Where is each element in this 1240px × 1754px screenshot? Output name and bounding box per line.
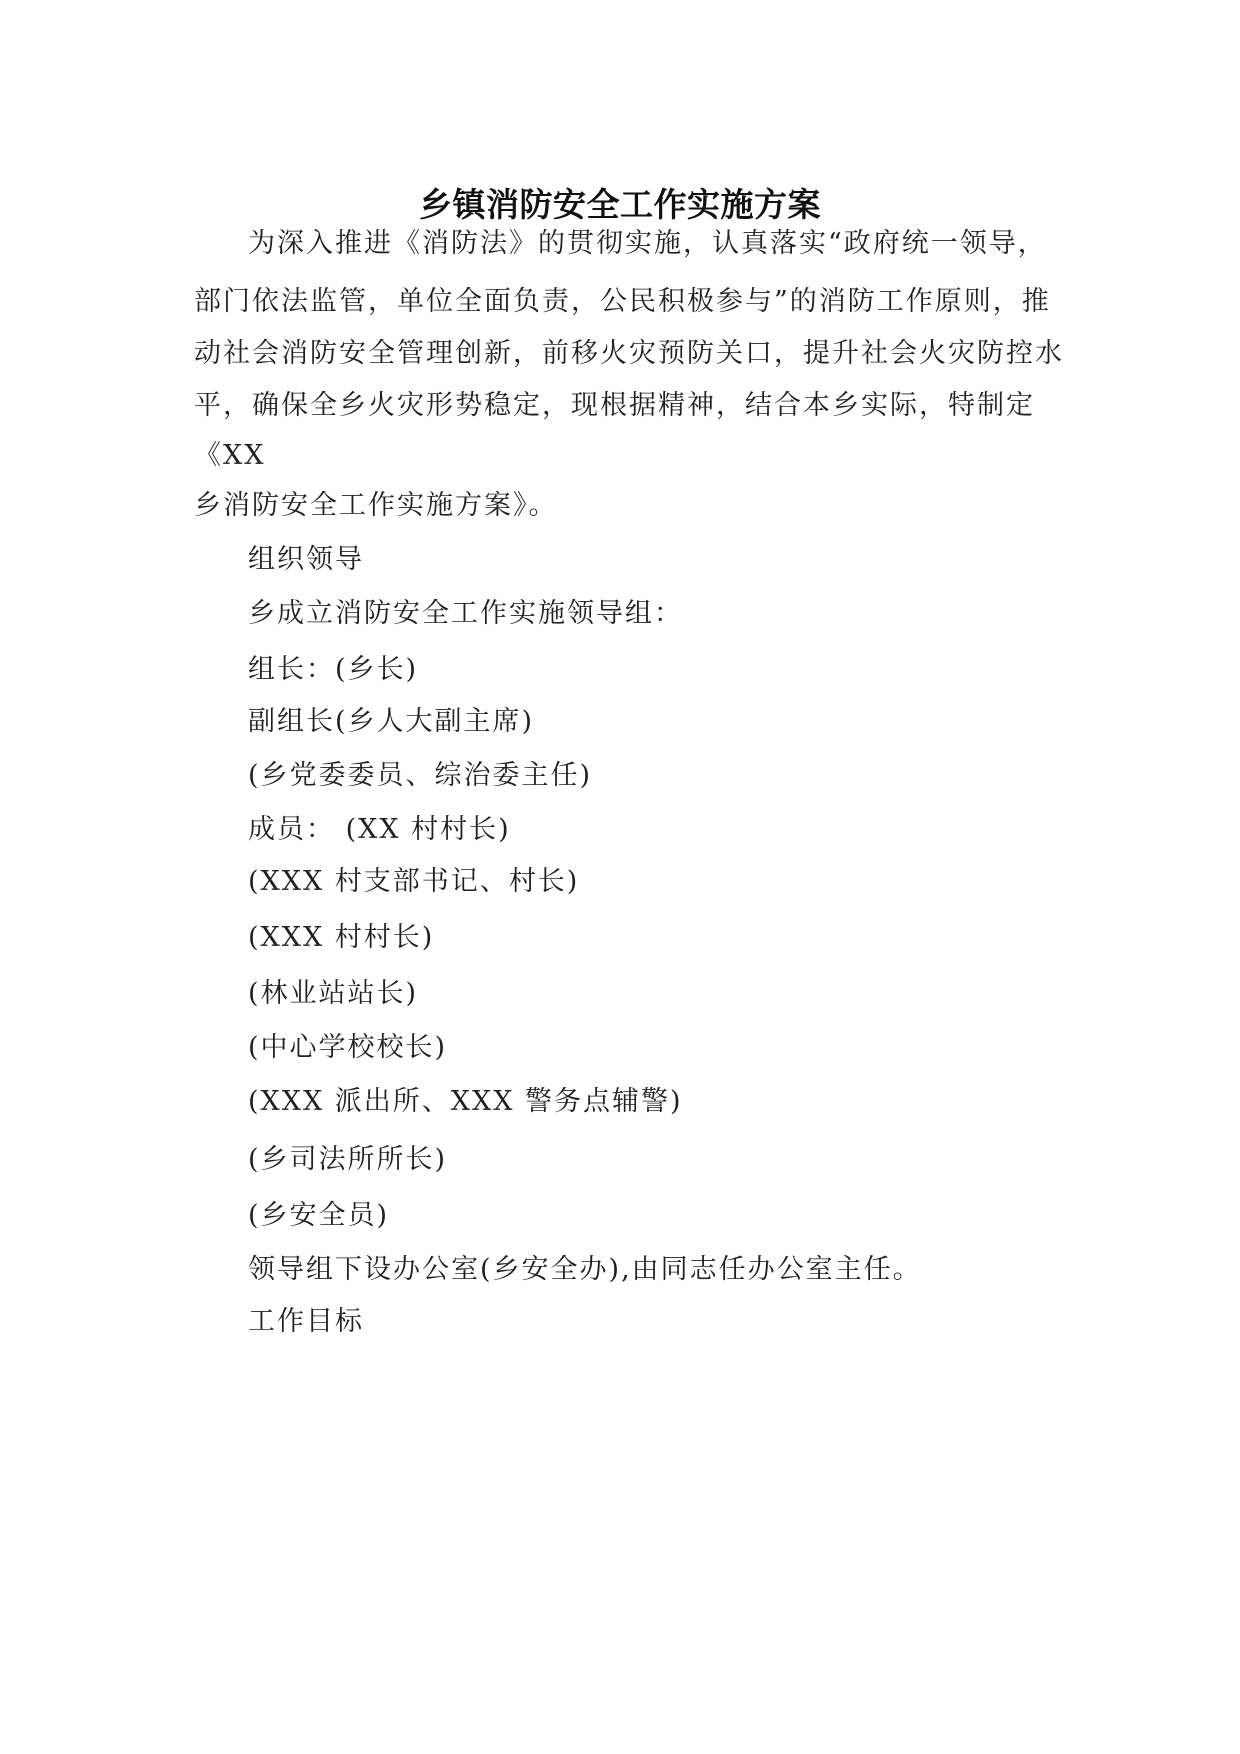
section-line-11: (XXX 派出所、XXX 警务点辅警) bbox=[248, 1086, 683, 1117]
section-line-4: 副组长(乡人大副主席) bbox=[248, 706, 535, 737]
section-line-6: 成员： (XX 村村长) bbox=[248, 814, 511, 845]
section-line-9: (林业站站长) bbox=[248, 978, 419, 1009]
intro-line-2: 部门依法监管，单位全面负责，公民积极参与”的消防工作原则，推 bbox=[194, 286, 1051, 317]
intro-line-3: 动社会消防安全管理创新，前移火灾预防关口，提升社会火灾防控水 bbox=[194, 338, 1064, 369]
section-line-8: (XXX 村村长) bbox=[248, 922, 435, 953]
intro-line-1: 为深入推进《消防法》的贯彻实施，认真落实“政府统一领导， bbox=[248, 228, 1047, 259]
section-line-7: (XXX 村支部书记、村长) bbox=[248, 866, 580, 897]
section-line-5: (乡党委委员、综治委主任) bbox=[248, 760, 593, 791]
section-heading-goals: 工作目标 bbox=[248, 1306, 364, 1337]
section-heading-organization: 组织领导 bbox=[248, 544, 364, 575]
section-line-13: (乡安全员) bbox=[248, 1200, 390, 1231]
intro-line-6: 乡消防安全工作实施方案》。 bbox=[194, 490, 558, 521]
section-line-2: 乡成立消防安全工作实施领导组： bbox=[248, 598, 683, 629]
section-line-12: (乡司法所所长) bbox=[248, 1144, 448, 1175]
intro-line-4: 平，确保全乡火灾形势稳定，现根据精神，结合本乡实际，特制定 bbox=[194, 390, 1035, 421]
section-line-14: 领导组下设办公室(乡安全办),由同志任办公室主任。 bbox=[248, 1254, 922, 1285]
intro-line-5: 《XX bbox=[194, 440, 266, 471]
document-title: 乡镇消防安全工作实施方案 bbox=[419, 185, 821, 224]
section-line-10: (中心学校校长) bbox=[248, 1032, 448, 1063]
section-line-3: 组长：(乡长) bbox=[248, 654, 419, 685]
